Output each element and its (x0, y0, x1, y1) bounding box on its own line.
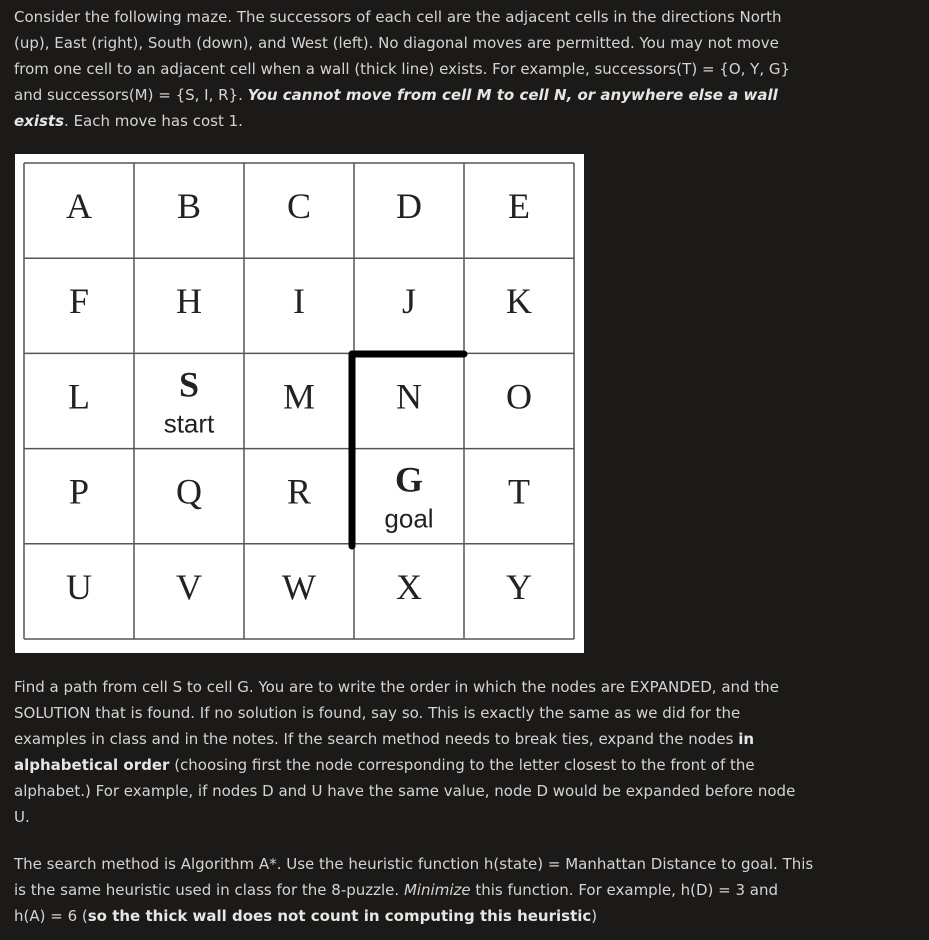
method-text-3: this function. For example, h(D) = 3 and h(A) = 6 ( (14, 881, 779, 925)
maze-cell-a (66, 186, 92, 226)
method-paragraph (14, 851, 814, 929)
maze-cell-s (164, 364, 215, 438)
intro-text-1: Consider the following maze. The successors of each cell are the adjacent cells in the directions North (up), East (right), South (down), and West (left). No diagonal moves are permitted. You may not move from one cell to an adjacent cell when a wall (thick line) exists. For example, successors(T) = {O, Y, G} and successors(M) = {S, I, R}. (14, 8, 791, 104)
maze-cell-q (176, 472, 202, 512)
maze-cell-v (176, 567, 202, 607)
cell-letter: V (176, 566, 202, 607)
maze-cell-r (287, 472, 311, 512)
cell-letter: R (286, 471, 312, 512)
cell-letter: X (396, 566, 422, 607)
cell-letter: E (508, 186, 530, 226)
cell-letter: Q (176, 471, 202, 512)
maze-cell-m (283, 376, 315, 416)
maze-cell-y (506, 567, 532, 607)
maze-cell-t (508, 472, 530, 512)
cell-letter: I (293, 281, 305, 322)
maze-cell-l (68, 376, 90, 416)
method-text-1: The search method is Algorithm A*. Use the heuristic function h(state) = Manhattan Distance to goal. This is the same heuristic used in class for the 8-puzzle. (14, 855, 814, 899)
maze-cell-u (66, 567, 92, 607)
task-paragraph (14, 674, 814, 830)
maze-cell-g (384, 460, 433, 534)
method-text-5: ) (591, 907, 598, 925)
maze-cell-p (69, 472, 89, 512)
maze-cell-h (176, 281, 202, 321)
intro-emphasis: You cannot move from cell M to cell N, or anywhere else a wall exists (14, 86, 778, 130)
cell-letter: N (396, 376, 422, 417)
cell-letter: W (282, 566, 316, 607)
maze-cell-i (293, 281, 305, 321)
goal-label: goal (384, 503, 434, 534)
method-emphasis-minimize: Minimize (403, 881, 471, 899)
cell-letter: J (401, 281, 417, 322)
intro-text-3: . Each move has cost 1. (64, 112, 243, 130)
cell-letter: U (66, 566, 92, 607)
maze-cell-d (396, 186, 422, 226)
maze-figure (15, 154, 584, 653)
cell-letter: H (176, 281, 202, 322)
maze-grid (15, 154, 584, 653)
maze-cell-w (282, 567, 316, 607)
task-text-1: Find a path from cell S to cell G. You are to write the order in which the nodes are EXPANDED, and the SOLUTION that is found. If no solution is found, say so. This is exactly the same as we did for the examples in class and in the notes. If the search method needs to break ties, expand the nodes (14, 678, 779, 748)
cell-letter: Y (506, 566, 532, 607)
cell-letter: T (508, 471, 530, 512)
cell-letter: C (286, 186, 312, 226)
cell-letter: F (68, 281, 90, 322)
intro-paragraph (14, 4, 814, 134)
cell-letter: S (178, 364, 200, 405)
cell-letter: B (176, 186, 202, 226)
maze-cell-x (396, 567, 422, 607)
task-emphasis: in alphabetical order (14, 730, 755, 774)
maze-cell-f (69, 281, 89, 321)
cell-letter: D (396, 186, 422, 226)
maze-cell-j (402, 281, 416, 321)
maze-cell-k (506, 281, 532, 321)
maze-cell-n (396, 376, 422, 416)
cell-letter: P (68, 471, 90, 512)
start-label: start (163, 408, 215, 439)
task-text-3: (choosing first the node corresponding to the letter closest to the front of the alphabet.) For example, if nodes D and U have the same value, node D would be expanded before node U. (14, 756, 796, 826)
maze-cell-e (508, 186, 530, 226)
cell-letter: A (66, 186, 92, 226)
cell-letter: K (506, 281, 532, 322)
cell-letter: L (68, 376, 90, 417)
cell-letter: G (394, 459, 424, 500)
maze-cell-c (287, 186, 311, 226)
cell-letter: O (506, 376, 532, 417)
maze-cell-b (177, 186, 201, 226)
method-emphasis-wall: so the thick wall does not count in computing this heuristic (87, 907, 592, 925)
cell-letter: M (282, 376, 316, 417)
maze-cell-o (506, 376, 532, 416)
